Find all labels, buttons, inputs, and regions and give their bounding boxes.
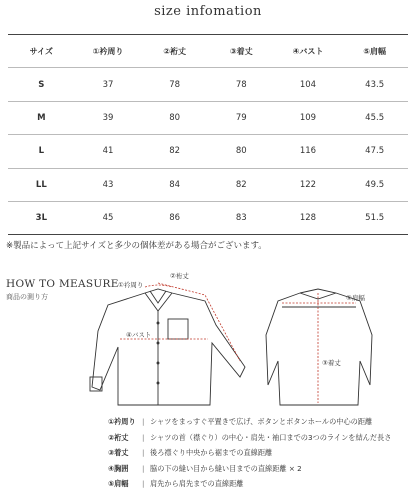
size-value-cell: 49.5	[341, 168, 408, 201]
size-value-cell: 43.5	[341, 68, 408, 101]
figure-label-collar: ①衿周り	[118, 281, 144, 289]
size-value-cell: 80	[208, 135, 275, 168]
size-label-cell: 3L	[8, 201, 75, 234]
size-value-cell: 116	[275, 135, 342, 168]
figure-label-shoulder: ⑤肩幅	[346, 294, 365, 302]
legend-row: ②裄丈 | シャツの首（襟ぐり）の中心・肩先・袖口までの3つのラインを結んだ長さ	[108, 432, 392, 442]
size-value-cell: 45.5	[341, 101, 408, 134]
size-value-cell: 128	[275, 201, 342, 234]
size-label-cell: M	[8, 101, 75, 134]
legend-row: ①衿周り | シャツをまっすぐ平置きで広げ、ボタンとボタンホールの中心の距離	[108, 417, 373, 426]
size-value-cell: 51.5	[341, 201, 408, 234]
size-value-cell: 84	[141, 168, 208, 201]
size-value-cell: 86	[141, 201, 208, 234]
legend-row: ③着丈 | 後ろ襟ぐり中央から裾までの直線距離	[108, 448, 273, 458]
size-label-cell: S	[8, 68, 75, 101]
size-value-cell: 45	[75, 201, 142, 234]
measurement-legend	[108, 414, 413, 492]
shirt-front-illustration	[90, 289, 245, 405]
size-value-cell: 83	[208, 201, 275, 234]
shirt-back-illustration	[266, 289, 372, 405]
size-value-cell: 80	[141, 101, 208, 134]
measurement-diagram	[0, 265, 416, 415]
size-note: ※製品によって上記サイズと多少の個体差がある場合がございます。	[6, 241, 267, 251]
size-table-header	[8, 35, 408, 68]
how-to-measure-subtitle: 商品の測り方	[6, 293, 48, 301]
how-to-measure-title: HOW TO MEASURE	[6, 278, 119, 290]
size-table-row	[8, 68, 408, 101]
size-table-header-cell: ③着丈	[208, 35, 275, 68]
size-table-header-cell: ①衿周り	[75, 35, 142, 68]
size-value-cell: 41	[75, 135, 142, 168]
size-value-cell: 78	[141, 68, 208, 101]
size-table-header-cell: ②裄丈	[141, 35, 208, 68]
size-table-header-cell: ⑤肩幅	[341, 35, 408, 68]
legend-row: ④胸囲 | 脇の下の縫い目から縫い目までの直線距離 × 2	[108, 463, 302, 473]
size-value-cell: 39	[75, 101, 142, 134]
figure-label-bust: ④バスト	[126, 331, 152, 339]
size-table	[8, 34, 408, 235]
size-table-row	[8, 101, 408, 134]
size-value-cell: 78	[208, 68, 275, 101]
legend-row: ⑤肩幅 | 肩先から肩先までの直線距離	[108, 479, 244, 489]
size-table-row	[8, 135, 408, 168]
size-value-cell: 37	[75, 68, 142, 101]
page-title: size infomation	[154, 4, 262, 19]
measure-lines	[120, 283, 356, 403]
size-table-row	[8, 168, 408, 201]
size-table-header-cell: ④バスト	[275, 35, 342, 68]
figure-label-length: ③着丈	[322, 359, 341, 367]
size-value-cell: 79	[208, 101, 275, 134]
size-label-cell: L	[8, 135, 75, 168]
size-value-cell: 104	[275, 68, 342, 101]
size-table-header-cell: サイズ	[8, 35, 75, 68]
size-value-cell: 82	[141, 135, 208, 168]
size-label-cell: LL	[8, 168, 75, 201]
size-value-cell: 109	[275, 101, 342, 134]
size-value-cell: 43	[75, 168, 142, 201]
size-value-cell: 122	[275, 168, 342, 201]
size-table-row	[8, 201, 408, 234]
size-value-cell: 47.5	[341, 135, 408, 168]
size-value-cell: 82	[208, 168, 275, 201]
figure-label-sleeve: ②裄丈	[170, 272, 189, 280]
